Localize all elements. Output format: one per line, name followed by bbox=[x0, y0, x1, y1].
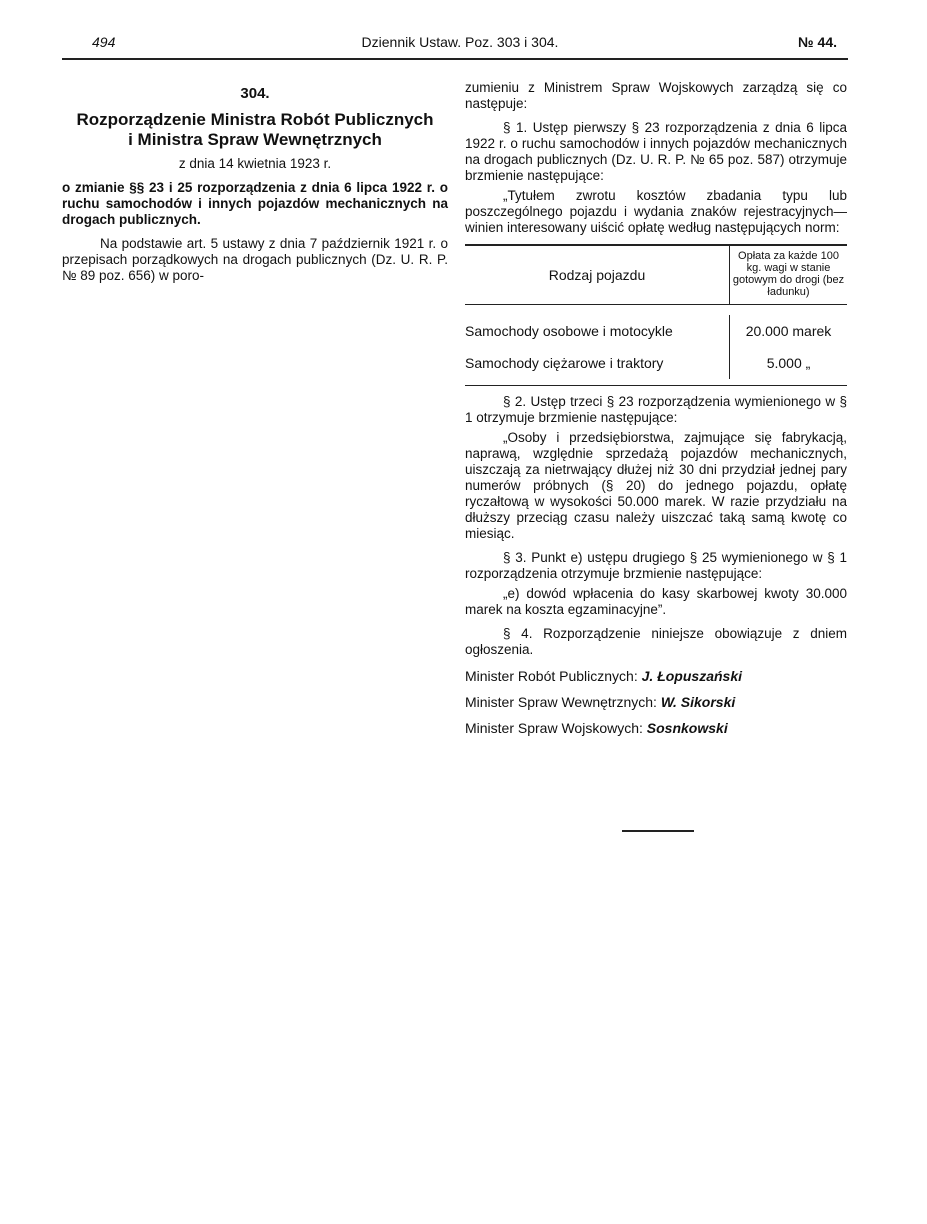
act-subject: o zmianie §§ 23 i 25 rozporządzenia z dnia 6 lipca 1922 r. o ruchu samochodów i innych pojazdów mechanicznych na drogach publicznych. bbox=[62, 180, 448, 227]
section-1-quote: „Tytułem zwrotu kosztów zbadania typu lub poszczególnego pojazdu i wydania znaków rejestracyjnych—winien interesowany uiścić opłatę według następujących norm: bbox=[465, 188, 847, 235]
signature-3-name: Sosnkowski bbox=[646, 720, 728, 736]
section-4: § 4. Rozporządzenie niniejsze obowiązuje z dniem ogłoszenia. bbox=[465, 626, 847, 657]
page-number: 494 bbox=[92, 34, 116, 50]
vehicle-type: Samochody osobowe i motocykle bbox=[465, 323, 673, 339]
section-1: § 1. Ustęp pierwszy § 23 rozporządzenia z dnia 6 lipca 1922 r. o ruchu samochodów i innych pojazdów mechanicznych na drogach publicznych (Dz. U. R. P. № 65 poz. 587) otrzymuje brzmienie następujące: bbox=[465, 120, 847, 183]
left-column bbox=[62, 80, 448, 284]
fee-value: 20.000 marek bbox=[729, 315, 847, 347]
signature-2-label: Minister Spraw Wewnętrznych: bbox=[465, 694, 657, 710]
fee-value: 5.000 „ bbox=[729, 347, 847, 379]
signature-1-name: J. Łopuszański bbox=[641, 668, 742, 684]
signature-3-label: Minister Spraw Wojskowych: bbox=[465, 720, 643, 736]
fee-table-header bbox=[465, 246, 847, 305]
end-rule bbox=[622, 830, 694, 832]
signature-2 bbox=[465, 694, 847, 710]
act-number: 304. bbox=[240, 85, 270, 102]
col-vehicle-type-header: Rodzaj pojazdu bbox=[548, 267, 646, 283]
intro-continuation: zumieniu z Ministrem Spraw Wojskowych zarządzą się co następuje: bbox=[465, 80, 847, 111]
right-column bbox=[465, 80, 847, 736]
act-date: z dnia 14 kwietnia 1923 r. bbox=[178, 156, 332, 171]
signature-2-name: W. Sikorski bbox=[660, 694, 736, 710]
journal-title: Dziennik Ustaw. Poz. 303 i 304. bbox=[361, 34, 559, 50]
section-3-quote: „e) dowód wpłacenia do kasy skarbowej kwoty 30.000 marek na koszta egzaminacyjne”. bbox=[465, 586, 847, 617]
signature-1-label: Minister Robót Publicznych: bbox=[465, 668, 638, 684]
signature-1 bbox=[465, 668, 847, 684]
table-row bbox=[465, 347, 847, 379]
signature-3 bbox=[465, 720, 847, 736]
vehicle-type: Samochody ciężarowe i traktory bbox=[465, 355, 664, 371]
section-2: § 2. Ustęp trzeci § 23 rozporządzenia wymienionego w § 1 otrzymuje brzmienie następujące: bbox=[465, 394, 847, 425]
act-title-line1: Rozporządzenie Ministra Robót Publicznych bbox=[76, 110, 434, 129]
table-row bbox=[465, 315, 847, 347]
section-2-quote: „Osoby i przedsiębiorstwa, zajmujące się fabrykacją, naprawą, względnie sprzedażą pojazdów mechanicznych, uiszczają za nietrwający dłużej niż 30 dni przydział jednej pary numerów próbnych (§ 20) do jednego pojazdu, opłatę ryczałtową w wysokości 50.000 marek. W razie przydziału na dłuższy przeciąg czasu należy uiszczać taką samą kwotę co miesiąc. bbox=[465, 430, 847, 541]
section-3: § 3. Punkt e) ustępu drugiego § 25 wymienionego w § 1 rozporządzenia otrzymuje brzmienie następujące: bbox=[465, 550, 847, 581]
intro-paragraph: Na podstawie art. 5 ustawy z dnia 7 październik 1921 r. o przepisach porządkowych na drogach publicznych (Dz. U. R. P. № 89 poz. 656) w poro- bbox=[62, 236, 448, 283]
act-title-line2: i Ministra Spraw Wewnętrznych bbox=[128, 130, 382, 149]
header-rule bbox=[62, 58, 848, 60]
col-fee-header: Opłata za każde 100 kg. wagi w stanie gotowym do drogi (bez ładunku) bbox=[729, 246, 847, 304]
fee-table bbox=[465, 244, 847, 386]
issue-number: № 44. bbox=[798, 34, 837, 50]
